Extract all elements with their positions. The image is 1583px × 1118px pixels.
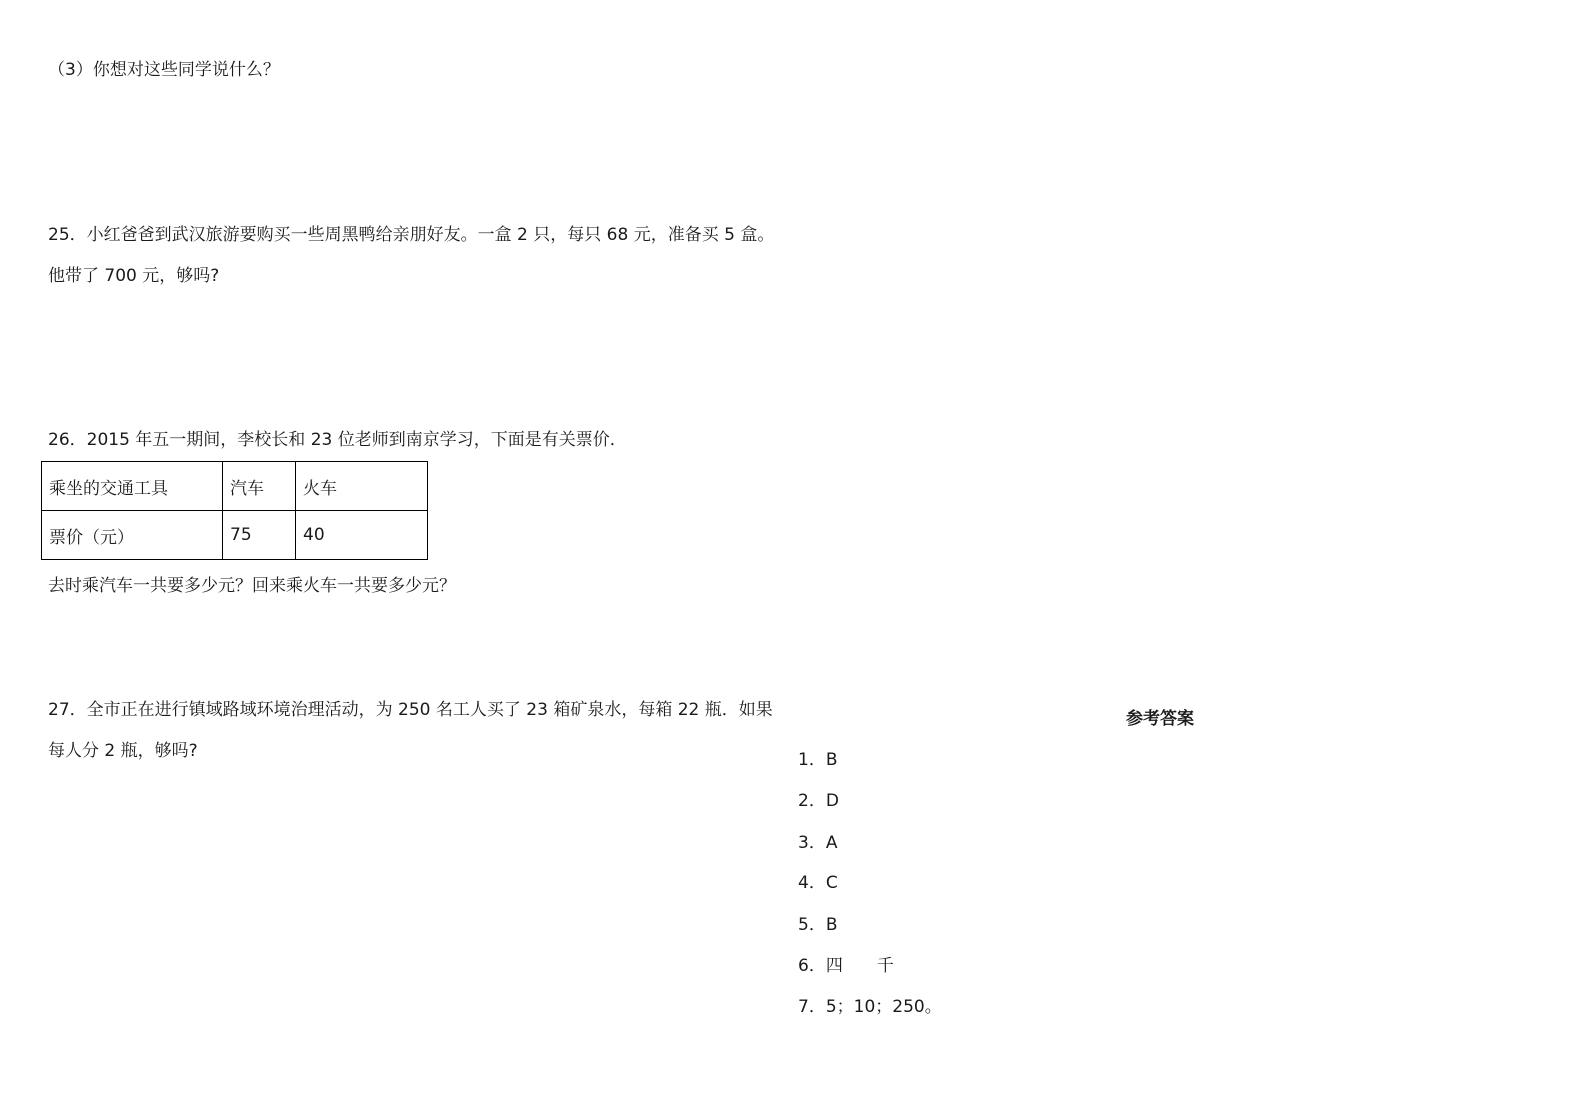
question-27-line-2: 每人分 2 瓶，够吗?: [48, 741, 198, 761]
answer-item-6-prefix: 6．四: [798, 956, 843, 976]
answer-item-6: [798, 955, 894, 977]
table-row: [42, 511, 428, 560]
table-cell: 75: [223, 511, 296, 560]
answer-item: 2．D: [798, 791, 839, 811]
answer-item: 5．B: [798, 915, 838, 935]
table-row: [42, 462, 428, 511]
answer-item: 3．A: [798, 833, 838, 853]
question-25-line-1: 25．小红爸爸到武汉旅游要购买一些周黑鸭给亲朋好友。一盒 2 只，每只 68 元，准备买 5 盒。: [48, 225, 775, 245]
table-cell: 乘坐的交通工具: [42, 462, 223, 511]
question-26-intro: 26．2015 年五一期间，李校长和 23 位老师到南京学习，下面是有关票价．: [48, 430, 627, 450]
table-cell: 票价（元）: [42, 511, 223, 560]
table-cell: 汽车: [223, 462, 296, 511]
question-24-part-3: （3）你想对这些同学说什么？: [48, 60, 280, 80]
answer-item: 4．C: [798, 873, 838, 893]
answer-item: 7．5；10；250。: [798, 997, 942, 1017]
question-26-question: 去时乘汽车一共要多少元？回来乘火车一共要多少元？: [48, 576, 456, 596]
table-cell: 40: [296, 511, 428, 560]
question-25-line-2: 他带了 700 元，够吗?: [48, 266, 220, 286]
answer-key-title: 参考答案: [1126, 709, 1194, 729]
table-cell: 火车: [296, 462, 428, 511]
answer-item-6-suffix: 千: [876, 956, 894, 976]
question-27-line-1: 27．全市正在进行镇域路域环境治理活动，为 250 名工人买了 23 箱矿泉水，每箱 22 瓶．如果: [48, 700, 773, 720]
fare-table: [41, 461, 428, 560]
answer-item: 1．B: [798, 750, 838, 770]
